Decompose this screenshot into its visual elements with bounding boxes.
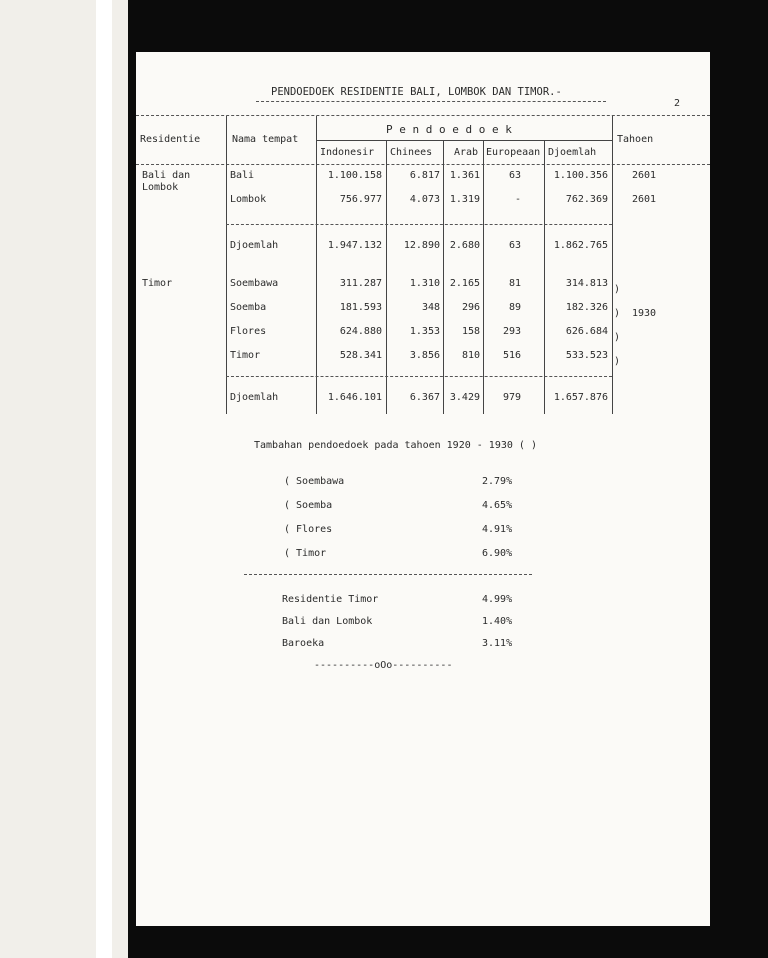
header-pendoedoek: P e n d o e d o e k xyxy=(386,123,512,136)
end-mark: ----------oOo---------- xyxy=(314,660,453,671)
header-chineese: Chinees xyxy=(390,147,433,158)
cell-djoemlah: 533.523 xyxy=(565,350,608,361)
cell-chineese: 1.353 xyxy=(409,326,440,337)
cell-tahoen: 2601 xyxy=(632,194,657,205)
total-chineese: 6.367 xyxy=(409,392,440,403)
document-title: PENDOEDOEK RESIDENTIE BALI, LOMBOK DAN TIMOR.- xyxy=(271,86,562,98)
residentie-bali-lombok: Bali dan Lombok xyxy=(142,170,191,193)
cell-chineese: 3.856 xyxy=(409,350,440,361)
growth-divider xyxy=(244,574,532,575)
header-bottom-rule xyxy=(136,164,710,165)
row-name: Timor xyxy=(230,350,261,361)
cell-europeaan: 63 xyxy=(508,170,521,181)
cell-indonesier: 1.100.158 xyxy=(327,170,382,181)
row-name: Soembawa xyxy=(230,278,279,289)
total-arab: 2.680 xyxy=(449,240,480,251)
total-indonesier: 1.947.132 xyxy=(327,240,382,251)
total-label: Djoemlah xyxy=(230,392,279,403)
growth-value: 4.65% xyxy=(482,500,513,511)
cell-arab: 296 xyxy=(461,302,480,313)
growth-value: 2.79% xyxy=(482,476,513,487)
cell-indonesier: 624.880 xyxy=(339,326,382,337)
cell-chineese: 4.073 xyxy=(409,194,440,205)
subtotal-rule xyxy=(226,376,612,377)
cell-indonesier: 756.977 xyxy=(339,194,382,205)
total-djoemlah: 1.657.876 xyxy=(553,392,608,403)
growth-heading: Tambahan pendoedoek pada tahoen 1920 - 1930 ( ) xyxy=(254,440,537,451)
header-arab: Arab xyxy=(454,147,479,158)
bracket: ) ) ) ) xyxy=(614,284,621,367)
summary-label: Baroeka xyxy=(282,638,325,649)
table-top-rule xyxy=(136,115,710,116)
row-name: Soemba xyxy=(230,302,267,313)
cell-indonesier: 311.287 xyxy=(339,278,382,289)
cell-europeaan: 89 xyxy=(508,302,521,313)
cell-djoemlah: 182.326 xyxy=(565,302,608,313)
cell-europeaan: 516 xyxy=(502,350,521,361)
total-indonesier: 1.646.101 xyxy=(327,392,382,403)
header-group-rule xyxy=(316,140,612,141)
cell-indonesier: 181.593 xyxy=(339,302,382,313)
growth-label: ( Soemba xyxy=(284,500,333,511)
cell-arab: 2.165 xyxy=(449,278,480,289)
header-tahoen: Tahoen xyxy=(617,134,654,145)
total-europeaan: 63 xyxy=(508,240,521,251)
cell-djoemlah: 762.369 xyxy=(565,194,608,205)
cell-tahoen-timor: 1930 xyxy=(632,308,657,319)
total-label: Djoemlah xyxy=(230,240,279,251)
cell-arab: 1.319 xyxy=(449,194,480,205)
cell-arab: 158 xyxy=(461,326,480,337)
title-underline xyxy=(256,101,606,102)
cell-europeaan: 81 xyxy=(508,278,521,289)
cell-arab: 1.361 xyxy=(449,170,480,181)
residentie-timor: Timor xyxy=(142,278,173,289)
growth-label: ( Soembawa xyxy=(284,476,345,487)
cell-djoemlah: 314.813 xyxy=(565,278,608,289)
header-europeaan: Europeaan xyxy=(486,147,541,158)
binding-edge xyxy=(96,0,112,958)
header-djoemlah: Djoemlah xyxy=(548,147,597,158)
cell-djoemlah: 626.684 xyxy=(565,326,608,337)
total-europeaan: 979 xyxy=(502,392,521,403)
row-name: Flores xyxy=(230,326,267,337)
summary-label: Bali dan Lombok xyxy=(282,616,373,627)
cell-europeaan: 293 xyxy=(502,326,521,337)
header-residentie: Residentie xyxy=(140,134,201,145)
cell-chineese: 6.817 xyxy=(409,170,440,181)
total-chineese: 12.890 xyxy=(403,240,440,251)
cell-indonesier: 528.341 xyxy=(339,350,382,361)
total-arab: 3.429 xyxy=(449,392,480,403)
col-rule xyxy=(316,116,317,414)
col-rule xyxy=(226,116,227,414)
cell-chineese: 1.310 xyxy=(409,278,440,289)
summary-label: Residentie Timor xyxy=(282,594,379,605)
cell-tahoen: 2601 xyxy=(632,170,657,181)
growth-label: ( Flores xyxy=(284,524,333,535)
cell-europeaan: - xyxy=(514,194,521,205)
total-djoemlah: 1.862.765 xyxy=(553,240,608,251)
summary-value: 4.99% xyxy=(482,594,513,605)
col-rule xyxy=(612,116,613,414)
growth-value: 4.91% xyxy=(482,524,513,535)
subtotal-rule xyxy=(226,224,612,225)
cell-chineese: 348 xyxy=(421,302,440,313)
growth-value: 6.90% xyxy=(482,548,513,559)
header-indonesier: Indonesir xyxy=(320,147,375,158)
row-name: Lombok xyxy=(230,194,267,205)
summary-value: 3.11% xyxy=(482,638,513,649)
page-number: 2 xyxy=(674,98,681,109)
document-page xyxy=(136,52,710,926)
row-name: Bali xyxy=(230,170,255,181)
cell-arab: 810 xyxy=(461,350,480,361)
growth-label: ( Timor xyxy=(284,548,327,559)
cell-djoemlah: 1.100.356 xyxy=(553,170,608,181)
summary-value: 1.40% xyxy=(482,616,513,627)
header-nama-tempat: Nama tempat xyxy=(232,134,299,145)
